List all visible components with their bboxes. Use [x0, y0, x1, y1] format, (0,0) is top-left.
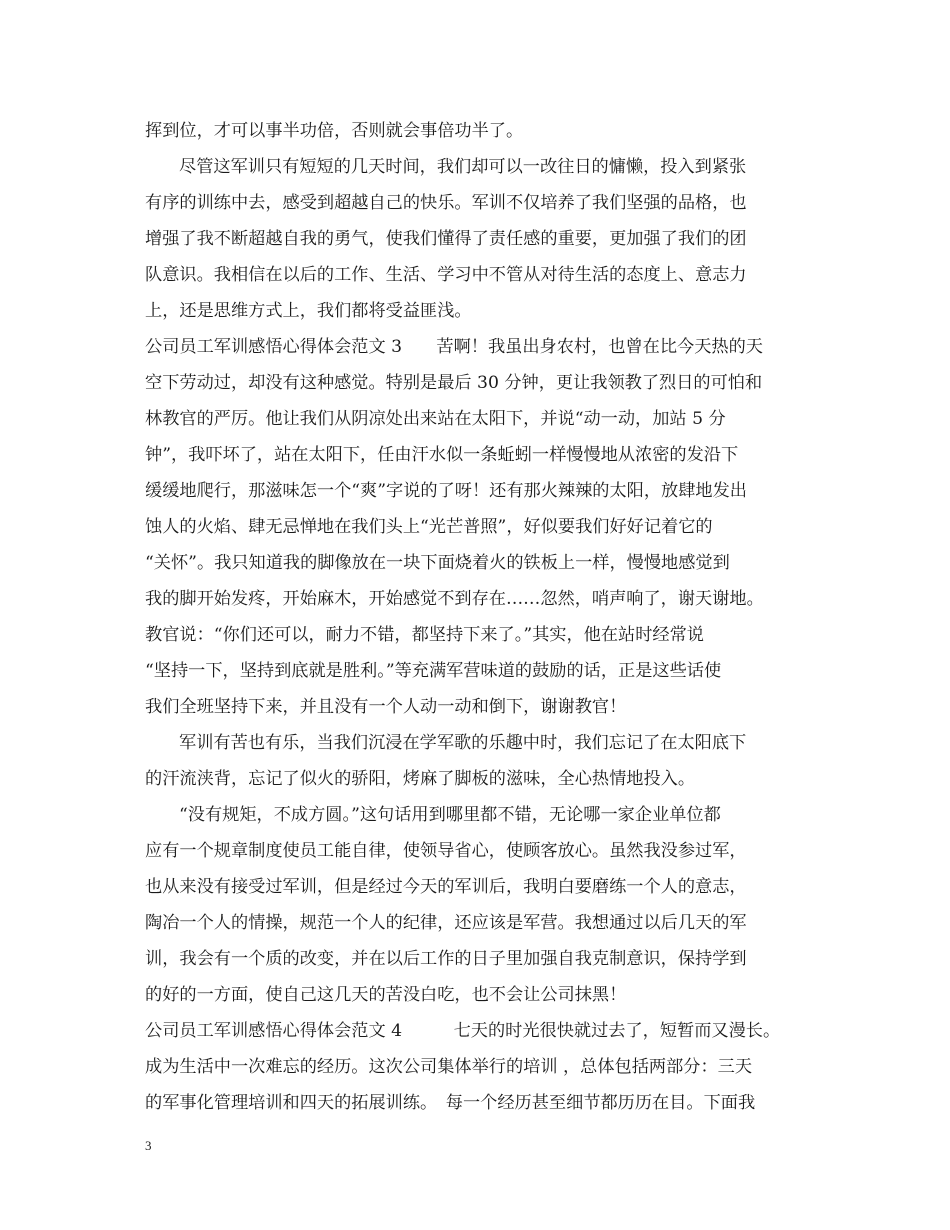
text-line: 军训有苦也有乐，当我们沉浸在学军歌的乐趣中时，我们忘记了在太阳底下 — [179, 733, 747, 753]
text-line: 陶冶一个人的情操，规范一个人的纪律，还应该是军营。我想通过以后几天的军 — [145, 913, 747, 933]
text-line: 林教官的严厉。他让我们从阴凉处出来站在太阳下，并说“动一动，加站 5 分 — [145, 409, 726, 429]
text-line: 有序的训练中去，感受到超越自己的快乐。军训不仅培养了我们坚强的品格，也 — [145, 193, 747, 213]
text-line: 蚀人的火焰、肆无忌惮地在我们头上“光芒普照”，好似要我们好好记着它的 — [145, 517, 713, 537]
text-line: 增强了我不断超越自我的勇气，使我们懂得了责任感的重要，更加强了我们的团 — [145, 229, 747, 249]
text-line: “坚持一下，坚持到底就是胜利。”等充满军营味道的鼓励的话，正是这些话使 — [145, 661, 722, 681]
text-line: 我们全班坚持下来，并且没有一个人动一动和倒下，谢谢教官！ — [145, 697, 627, 717]
text-line: 钟”，我吓坏了，站在太阳下，任由汗水似一条蚯蚓一样慢慢地从浓密的发沿下 — [145, 445, 739, 465]
text-line: 应有一个规章制度使员工能自律，使领导省心，使顾客放心。虽然我没参过军， — [145, 841, 747, 861]
document-body — [145, 113, 807, 1121]
text-line: 的军事化管理培训和四天的拓展训练。 每一个经历甚至细节都历历在目。下面我 — [145, 1093, 756, 1113]
text-line: 公司员工军训感悟心得体会范文 4 七天的时光很快就过去了，短暂而又漫长。 — [145, 1021, 781, 1041]
text-line: 缓缓地爬行，那滋味怎一个“爽”字说的了呀！还有那火辣辣的太阳，放肆地发出 — [145, 481, 747, 501]
text-line: 公司员工军训感悟心得体会范文 3 苦啊！我虽出身农村，也曾在比今天热的天 — [145, 337, 763, 357]
text-line: “关怀”。我只知道我的脚像放在一块下面烧着火的铁板上一样，慢慢地感觉到 — [145, 553, 730, 573]
text-line: 挥到位，才可以事半功倍，否则就会事倍功半了。 — [145, 121, 524, 141]
text-line: 教官说：“你们还可以，耐力不错，都坚持下来了。”其实，他在站时经常说 — [145, 625, 704, 645]
page-number: 3 — [145, 1138, 152, 1153]
text-line: 队意识。我相信在以后的工作、生活、学习中不管从对待生活的态度上、意志力 — [145, 265, 747, 285]
text-line: 也从来没有接受过军训，但是经过今天的军训后，我明白要磨练一个人的意志， — [145, 877, 747, 897]
text-line: 我的脚开始发疼，开始麻木，开始感觉不到存在……忽然，哨声响了，谢天谢地。 — [145, 589, 764, 609]
text-line: 的汗流浃背，忘记了似火的骄阳，烤麻了脚板的滋味，全心热情地投入。 — [145, 769, 696, 789]
text-line: 成为生活中一次难忘的经历。这次公司集体举行的培训 ，总体包括两部分：三天 — [145, 1057, 753, 1077]
text-line: 空下劳动过，却没有这种感觉。特别是最后 30 分钟，更让我领教了烈日的可怕和 — [145, 373, 763, 393]
text-line: 上，还是思维方式上，我们都将受益匪浅。 — [145, 301, 472, 321]
text-line: “没有规矩，不成方圆。”这句话用到哪里都不错，无论哪一家企业单位都 — [179, 805, 721, 825]
text-line: 尽管这军训只有短短的几天时间，我们却可以一改往日的慵懒，投入到紧张 — [179, 157, 747, 177]
text-line: 的好的一方面，使自己这几天的苦没白吃，也不会让公司抹黑！ — [145, 985, 627, 1005]
text-line: 训，我会有一个质的改变，并在以后工作的日子里加强自我克制意识，保持学到 — [145, 949, 747, 969]
